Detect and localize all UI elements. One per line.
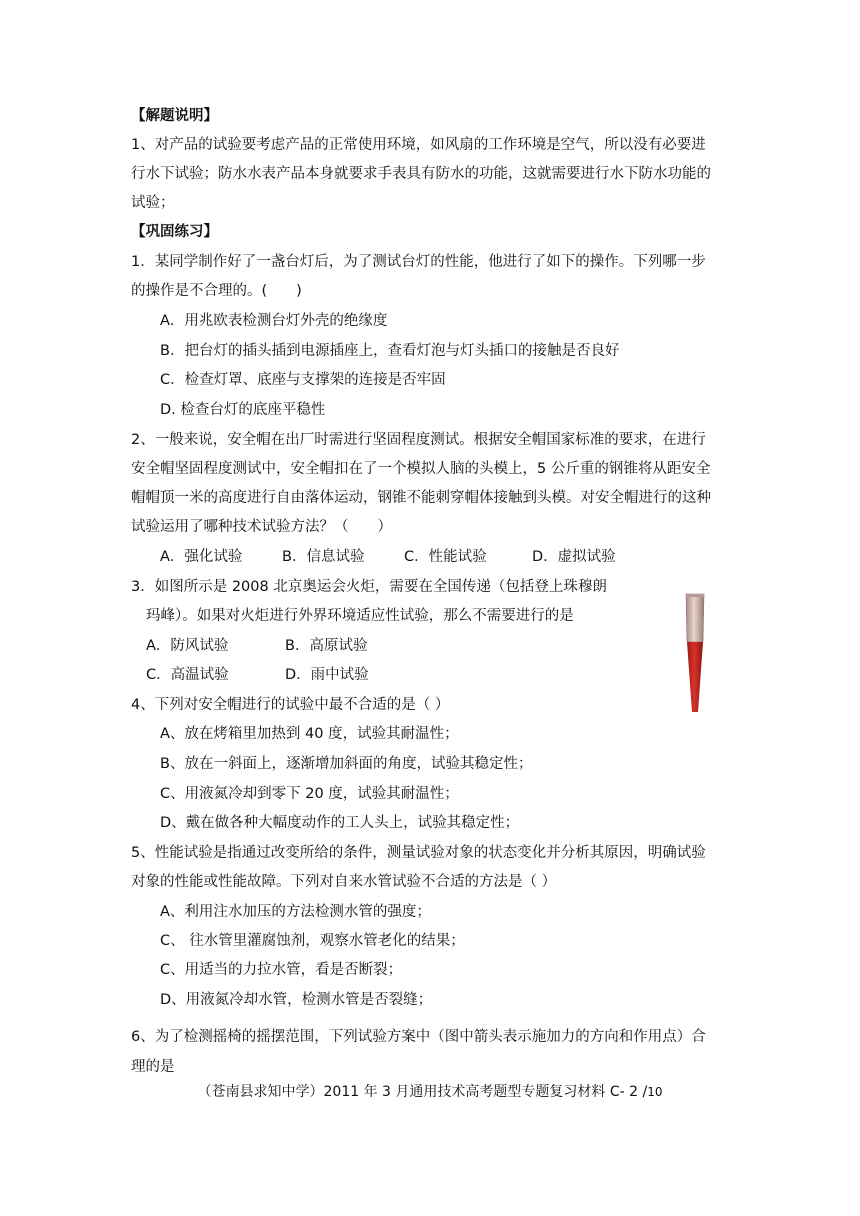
q4-option-b: B、放在一斜面上，逐渐增加斜面的角度，试验其稳定性； — [160, 756, 533, 772]
q1-option-c: C．检查灯罩、底座与支撑架的连接是否牢固 — [160, 372, 446, 388]
q5-option-c1: C、 往水管里灌腐蚀剂，观察水管老化的结果； — [160, 933, 465, 949]
q3-stem: 玛峰）。如果对火炬进行外界环境适应性试验，那么不需要进行的是 — [146, 608, 574, 624]
q3-option-b: B．高原试验 — [285, 638, 368, 654]
q2-stem: 2、一般来说，安全帽在出厂时需进行坚固程度测试。根据安全帽国家标准的要求，在进行 — [131, 432, 706, 448]
q3-option-d: D．雨中试验 — [285, 667, 369, 683]
q4-option-c: C、用液氮冷却到零下 20 度，试验其耐温性； — [160, 786, 459, 802]
q2-stem: 帽帽顶一米的高度进行自由落体运动，钢锥不能刺穿帽体接触到头模。对安全帽进行的这种 — [131, 490, 711, 506]
q2-option-d: D．虚拟试验 — [532, 549, 616, 565]
q1-option-a: A．用兆欧表检测台灯外壳的绝缘度 — [160, 313, 388, 329]
q2-option-c: C．性能试验 — [404, 549, 487, 565]
footer-text: （苍南县求知中学）2011 年 3 月通用技术高考题型专题复习材料 C- 2 / — [197, 1084, 648, 1100]
explain-line: 行水下试验；防水水表产品本身就要求手表具有防水的功能，这就需要进行水下防水功能的 — [131, 166, 711, 182]
q4-option-d: D、戴在做各种大幅度动作的工人头上，试验其稳定性； — [160, 815, 520, 831]
olympic-torch-image — [684, 592, 706, 714]
q1-option-d: D. 检查台灯的底座平稳性 — [160, 402, 326, 418]
explain-line: 1、对产品的试验要考虑产品的正常使用环境，如风扇的工作环境是空气，所以没有必要进 — [131, 137, 706, 153]
practice-heading: 【巩固练习】 — [131, 224, 218, 240]
q3-stem: 3．如图所示是 2008 北京奥运会火炬，需要在全国传递（包括登上珠穆朗 — [131, 579, 607, 595]
q5-option-c2: C、用适当的力拉水管，看是否断裂； — [160, 962, 403, 978]
q2-option-b: B．信息试验 — [282, 549, 365, 565]
footer-page-total: 10 — [647, 1085, 663, 1099]
q5-option-d: D、用液氮冷却水管，检测水管是否裂缝； — [160, 992, 433, 1008]
page-footer — [0, 1082, 860, 1102]
q2-stem: 试验运用了哪种技术试验方法？（ ） — [131, 519, 392, 535]
q5-option-a: A、利用注水加压的方法检测水管的强度； — [160, 904, 431, 920]
q1-stem: 的操作是不合理的。( ) — [131, 283, 302, 299]
q5-stem: 对象的性能或性能故障。下列对自来水管试验不合适的方法是（ ） — [131, 874, 557, 890]
q5-stem: 5、性能试验是指通过改变所给的条件，测量试验对象的状态变化并分析其原因，明确试验 — [131, 845, 706, 861]
q6-stem: 6、为了检测摇椅的摇摆范围，下列试验方案中（图中箭头表示施加力的方向和作用点）合 — [131, 1029, 706, 1045]
q2-option-a: A．强化试验 — [160, 549, 243, 565]
q4-option-a: A、放在烤箱里加热到 40 度，试验其耐温性； — [160, 726, 459, 742]
explain-heading: 【解题说明】 — [131, 108, 218, 124]
explain-line: 试验； — [131, 195, 175, 211]
q4-stem: 4、下列对安全帽进行的试验中最不合适的是（ ） — [131, 697, 450, 713]
q2-stem: 安全帽坚固程度测试中，安全帽扣在了一个模拟人脑的头模上，5 公斤重的钢锥将从距安全 — [131, 461, 711, 477]
q3-option-a: A．防风试验 — [146, 638, 229, 654]
q3-option-c: C．高温试验 — [146, 667, 229, 683]
q1-stem: 1．某同学制作好了一盏台灯后，为了测试台灯的性能，他进行了如下的操作。下列哪一步 — [131, 254, 706, 270]
q6-stem: 理的是 — [131, 1059, 175, 1075]
q1-option-b: B．把台灯的插头插到电源插座上，查看灯泡与灯头插口的接触是否良好 — [160, 343, 620, 359]
